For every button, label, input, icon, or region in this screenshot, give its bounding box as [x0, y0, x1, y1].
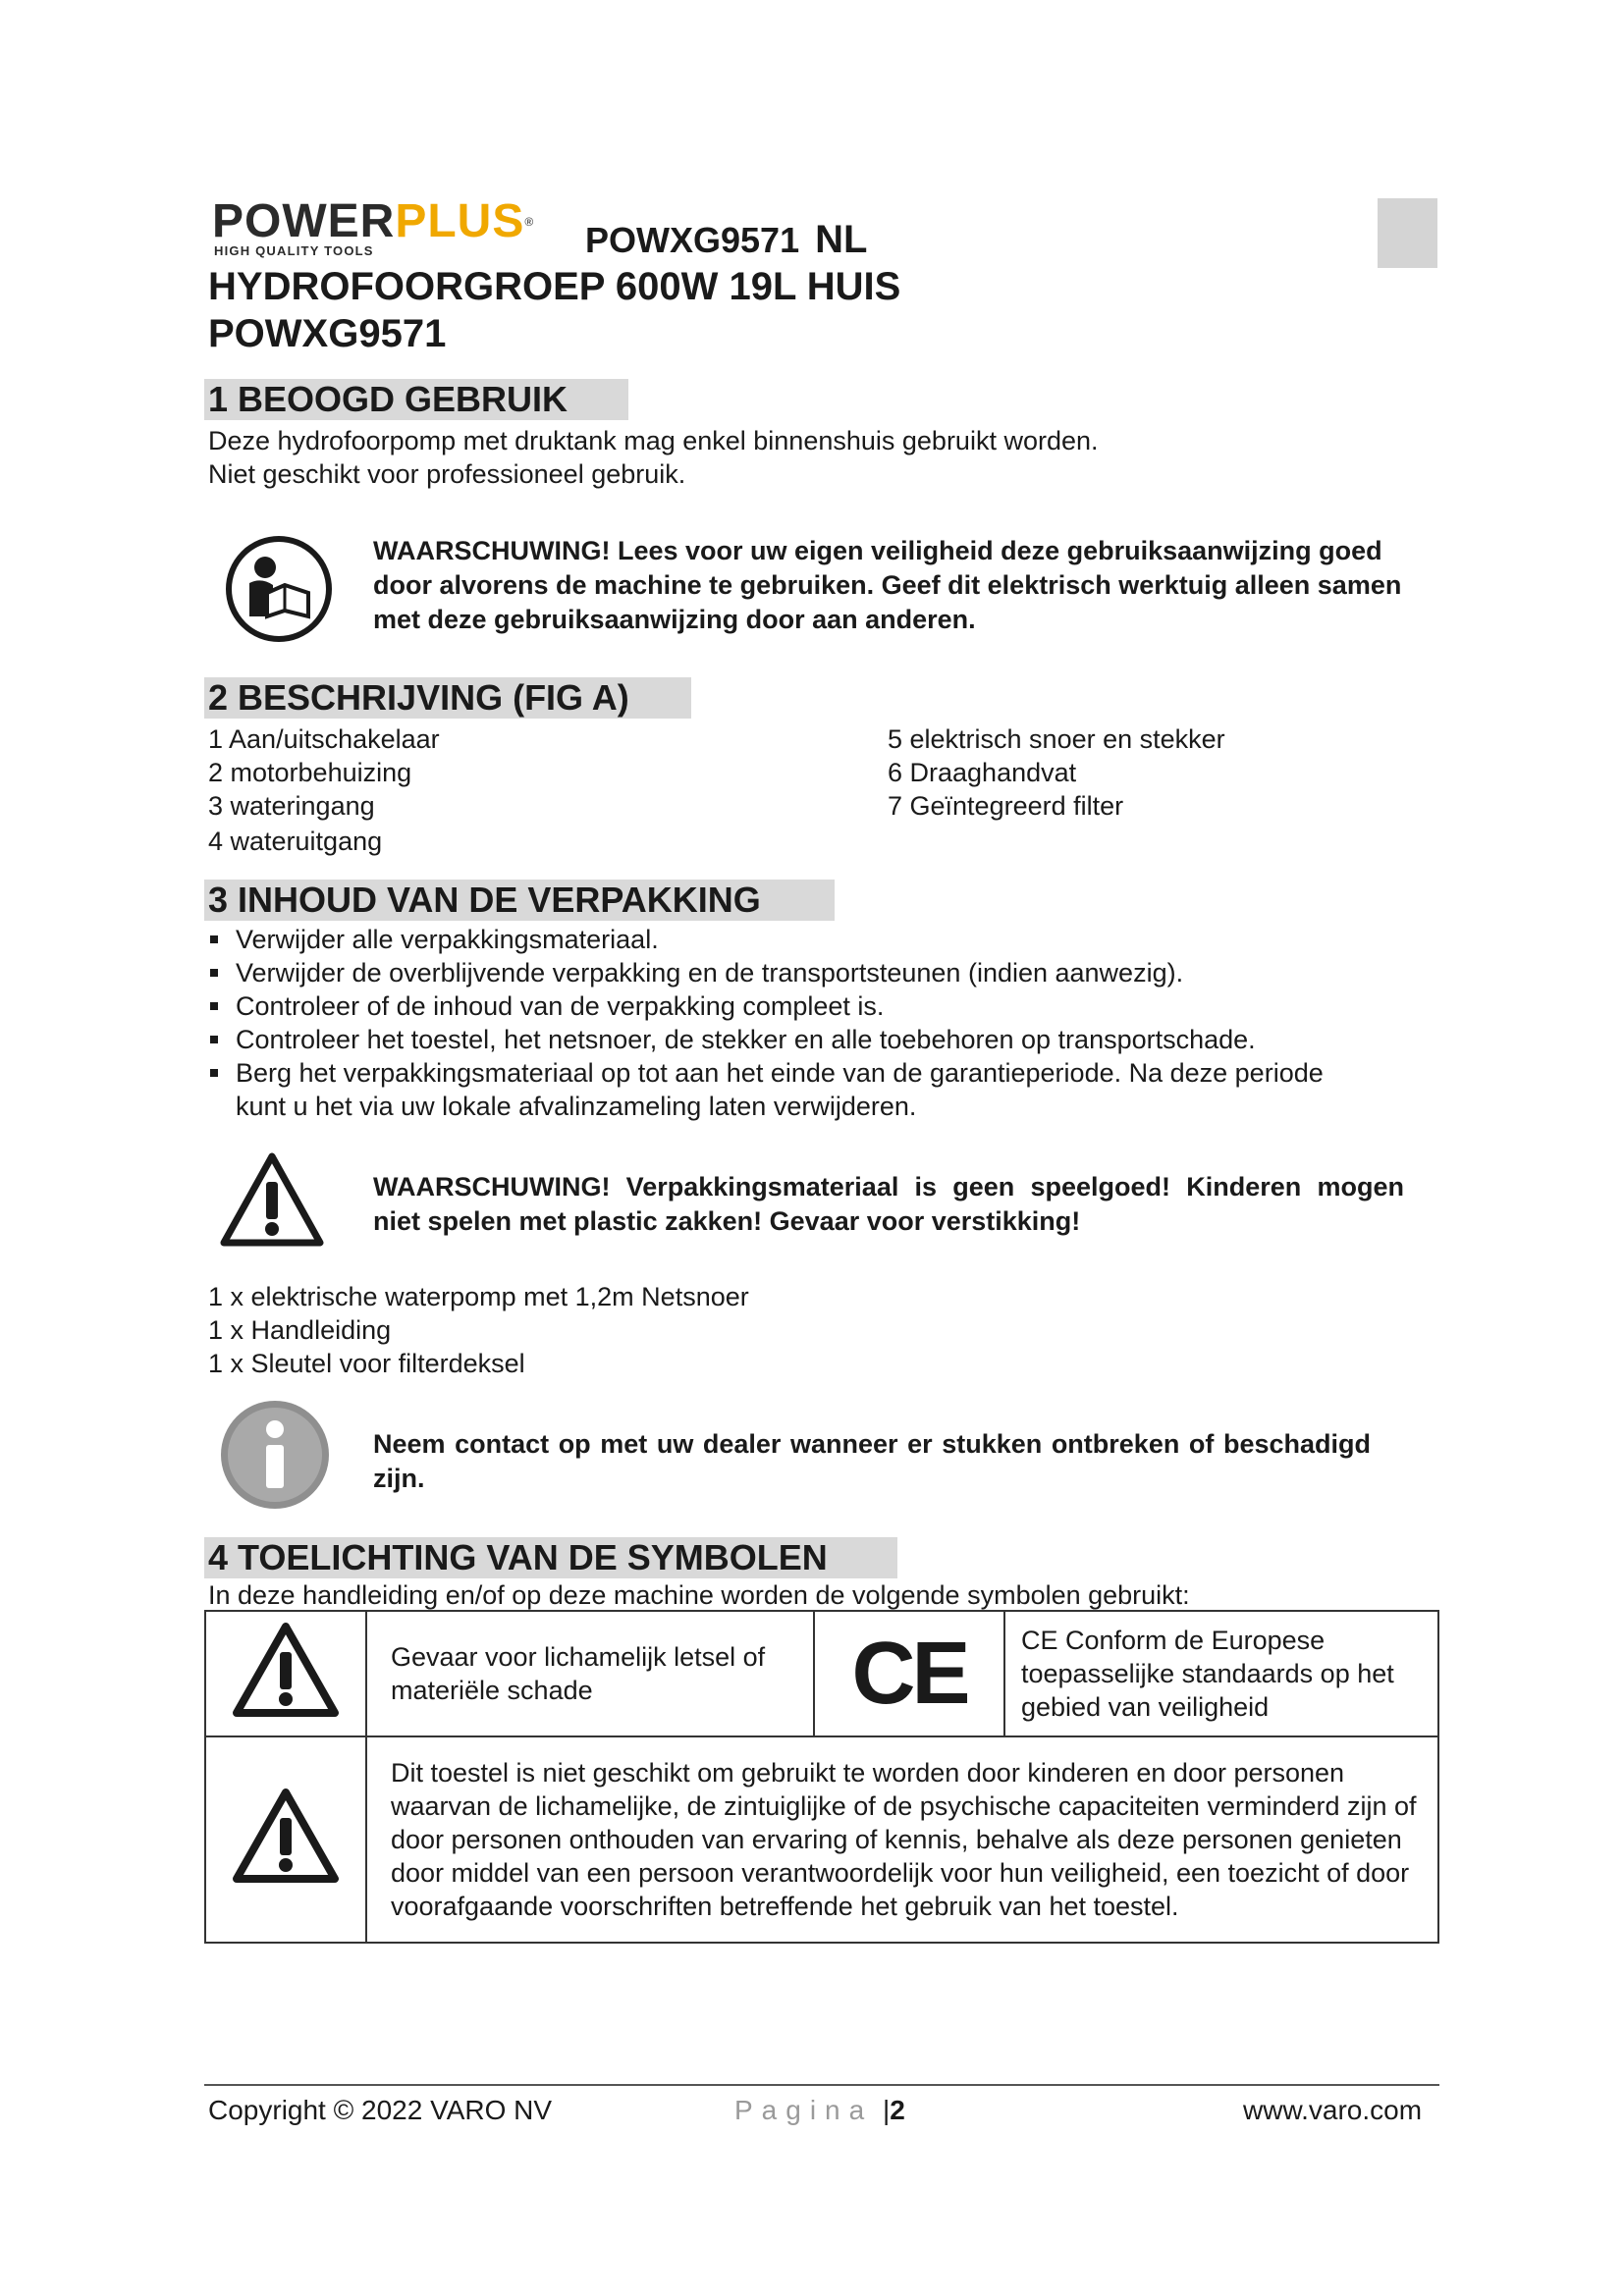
logo-wordmark: POWERPLUS®	[212, 195, 535, 247]
table-row	[205, 1736, 1438, 1943]
list-item: Verwijder de overblijvende verpakking en de transportsteunen (indien aanwezig).	[204, 956, 1441, 989]
section-heading-1: 1 BEOOGD GEBRUIK	[204, 379, 628, 420]
parts-list-left	[208, 722, 440, 858]
table-cell-icon	[205, 1736, 366, 1943]
section-1-text: Deze hydrofoorpomp met druktank mag enkel binnenshuis gebruikt worden. Niet geschikt voor professioneel gebruik.	[208, 426, 1099, 489]
list-item: 3 wateringang	[208, 791, 375, 821]
warning-packaging: WAARSCHUWING! Verpakkingsmateriaal is geen speelgoed! Kinderen mogen niet spelen met plastic zakken! Gevaar voor verstikking!	[373, 1172, 1404, 1236]
warning-triangle-icon	[218, 1150, 326, 1249]
powerplus-logo	[212, 195, 562, 259]
ce-mark-icon: CE	[851, 1625, 967, 1723]
table-cell-icon	[814, 1611, 1004, 1736]
unpacking-steps	[204, 923, 1441, 1123]
list-item: 2 motorbehuizing	[208, 758, 412, 787]
list-item: 1 x Handleiding	[208, 1315, 392, 1345]
language-code: NL	[815, 218, 868, 261]
list-item: Verwijder alle verpakkingsmateriaal.	[204, 923, 1441, 956]
table-row	[205, 1611, 1438, 1736]
list-item: Controleer het toestel, het netsnoer, de stekker en alle toebehoren op transportschade.	[204, 1023, 1441, 1056]
footer-divider	[204, 2084, 1439, 2086]
list-item: 7 Geïntegreerd filter	[888, 791, 1124, 821]
read-manual-icon	[224, 534, 334, 644]
footer-pagina-label: Pagina	[734, 2095, 874, 2125]
list-item: 1 x elektrische waterpomp met 1,2m Netsnoer	[208, 1282, 749, 1311]
list-item: 6 Draaghandvat	[888, 758, 1077, 787]
list-item: 5 elektrisch snoer en stekker	[888, 724, 1225, 754]
symbols-intro: In deze handleiding en/of op deze machine worden de volgende symbolen gebruikt:	[208, 1580, 1190, 1610]
table-cell: Gevaar voor lichamelijk letsel of materiële schade	[366, 1611, 814, 1736]
warning-read-manual: WAARSCHUWING! Lees voor uw eigen veiligheid deze gebruiksaanwijzing goed door alvorens de machine te gebruiken. Geef dit elektrisch werktuig alleen samen met deze gebruiksaanwijzing door aan anderen.	[373, 536, 1402, 634]
list-item: Controleer of de inhoud van de verpakking compleet is.	[204, 989, 1441, 1023]
warning-triangle-icon	[231, 1621, 341, 1719]
list-item: Berg het verpakkingsmateriaal op tot aan het einde van de garantieperiode. Na deze periode kunt u het via uw lokale afvalinzameling laten verwijderen.	[204, 1056, 1441, 1123]
footer-page-indicator: Pagina |2	[734, 2095, 905, 2125]
table-cell: CE Conform de Europese toepasselijke standaards op het gebied van veiligheid	[1004, 1611, 1438, 1736]
package-contents	[208, 1280, 749, 1380]
logo-tagline: HIGH QUALITY TOOLS	[214, 243, 374, 258]
language-tab-marker	[1378, 198, 1437, 268]
info-missing-parts: Neem contact op met uw dealer wanneer er stukken ontbreken of beschadigd zijn.	[373, 1429, 1371, 1493]
model-heading	[585, 218, 867, 262]
symbols-table	[204, 1610, 1439, 1944]
list-item: 4 wateruitgang	[208, 827, 383, 856]
footer-website: www.varo.com	[1243, 2095, 1423, 2125]
page-number: 2	[890, 2095, 905, 2125]
info-icon	[218, 1398, 332, 1512]
table-cell: Dit toestel is niet geschikt om gebruikt te worden door kinderen en door personen waarvan de lichamelijke, de zintuiglijke of de psychische capaciteiten verminderd zijn of door personen onthouden van ervaring of kennis, behalve als deze personen genieten door middel van een persoon verantwoordelijk voor hun veiligheid, een toezicht of door voorafgaande voorschriften betreffende het gebruik van het toestel.	[366, 1736, 1438, 1943]
table-cell-icon	[205, 1611, 366, 1736]
section-heading-2: 2 BESCHRIJVING (FIG A)	[204, 677, 691, 719]
list-item: 1 x Sleutel voor filterdeksel	[208, 1349, 525, 1378]
page-title: HYDROFOORGROEP 600W 19L HUIS POWXG9571	[208, 265, 901, 355]
parts-list-right	[888, 722, 1225, 823]
model-number: POWXG9571	[585, 220, 800, 260]
footer-copyright: Copyright © 2022 VARO NV	[208, 2095, 553, 2125]
section-heading-3: 3 INHOUD VAN DE VERPAKKING	[204, 880, 835, 921]
warning-triangle-icon	[231, 1787, 341, 1885]
section-heading-4: 4 TOELICHTING VAN DE SYMBOLEN	[204, 1537, 897, 1578]
list-item: 1 Aan/uitschakelaar	[208, 724, 440, 754]
